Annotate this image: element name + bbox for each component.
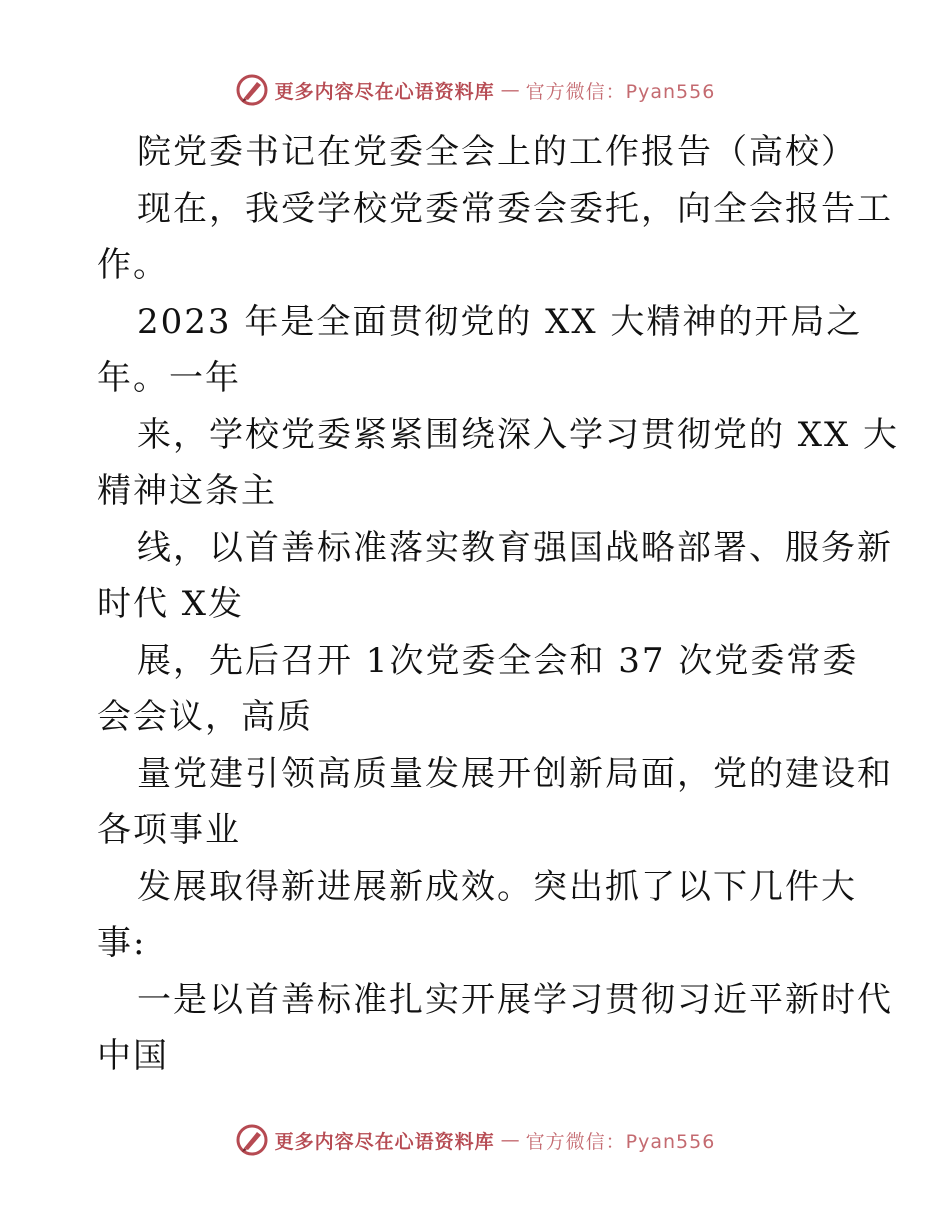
- document-body: [97, 124, 900, 1085]
- text-line: 各项事业: [97, 810, 241, 850]
- quill-logo-icon: [235, 73, 269, 107]
- text-line: 中国: [97, 1036, 169, 1076]
- banner-separator: —: [500, 79, 520, 101]
- text-line: 线，以首善标准落实教育强国战略部署、服务新: [137, 527, 893, 568]
- banner-separator: —: [500, 1129, 520, 1151]
- banner-contact-text: 官方微信：Pyan556: [525, 80, 716, 103]
- text-line: 量党建引领高质量发展开创新局面，党的建设和: [137, 753, 893, 794]
- text-line: 作。: [97, 245, 169, 285]
- banner-brand-text: 更多内容尽在心语资料库: [274, 1130, 495, 1153]
- text-line: 年。一年: [97, 358, 241, 398]
- footer-watermark-banner: [0, 1120, 950, 1160]
- text-line: 时代 X发: [97, 584, 245, 624]
- document-title: 院党委书记在党委全会上的工作报告（高校）: [137, 132, 857, 172]
- text-line: 事:: [97, 923, 147, 963]
- text-line: 会会议，高质: [97, 697, 313, 737]
- text-line: 精神这条主: [97, 471, 277, 511]
- text-line: 发展取得新进展新成效。突出抓了以下几件大: [137, 866, 857, 907]
- header-watermark-banner: [0, 70, 950, 110]
- text-line: 现在，我受学校党委常委会委托，向全会报告工: [137, 188, 893, 229]
- text-line: 来，学校党委紧紧围绕深入学习贯彻党的 XX 大: [137, 414, 900, 455]
- banner-brand-text: 更多内容尽在心语资料库: [274, 80, 495, 103]
- text-line: 2023 年是全面贯彻党的 XX 大精神的开局之: [137, 301, 863, 342]
- quill-logo-icon: [235, 1123, 269, 1157]
- banner-contact-text: 官方微信：Pyan556: [525, 1130, 716, 1153]
- text-line: 一是以首善标准扎实开展学习贯彻习近平新时代: [137, 979, 893, 1020]
- text-line: 展，先后召开 1次党委全会和 37 次党委常委: [137, 640, 859, 681]
